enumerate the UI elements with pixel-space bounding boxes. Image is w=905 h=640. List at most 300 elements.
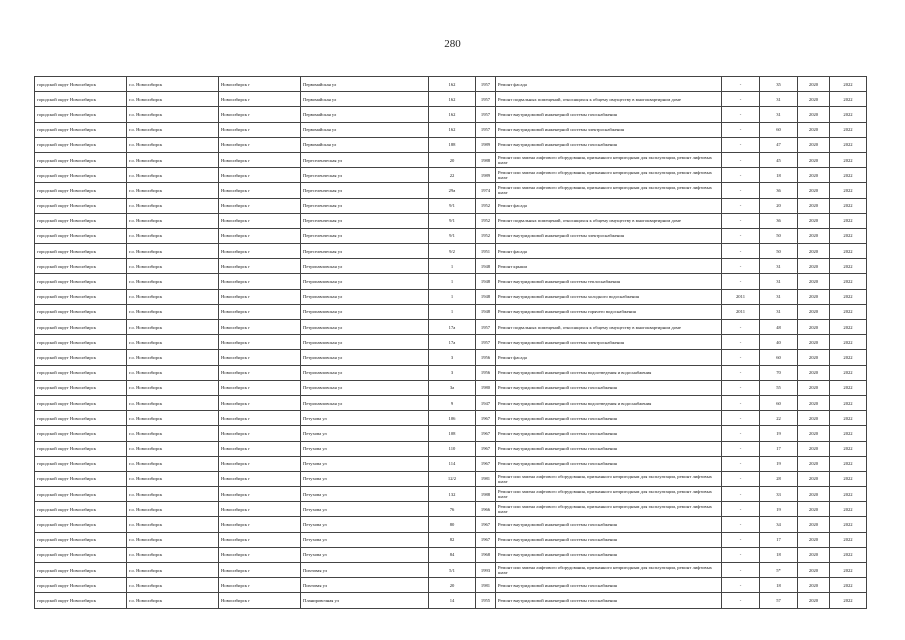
municipality-cell: городской округ Новосибирск bbox=[35, 228, 127, 243]
plan-start-cell: 2020 bbox=[798, 578, 830, 593]
municipality-cell: городской округ Новосибирск bbox=[35, 122, 127, 137]
municipality-cell: городской округ Новосибирск bbox=[35, 441, 127, 456]
table-row bbox=[35, 152, 867, 167]
wear-cell: 31 bbox=[760, 274, 798, 289]
house-number-cell: 1 bbox=[429, 304, 476, 319]
municipality-cell: городской округ Новосибирск bbox=[35, 92, 127, 107]
build-year-cell: 1957 bbox=[476, 92, 496, 107]
house-number-cell: 162 bbox=[429, 107, 476, 122]
plan-end-cell: 2022 bbox=[830, 411, 867, 426]
table-row bbox=[35, 259, 867, 274]
wear-cell: 36 bbox=[760, 183, 798, 198]
table-row bbox=[35, 77, 867, 92]
table-row bbox=[35, 274, 867, 289]
house-number-cell: 17а bbox=[429, 320, 476, 335]
district-cell: г.о. Новосибирск bbox=[127, 213, 219, 228]
house-number-cell: 9/2 bbox=[429, 244, 476, 259]
last-repair-year-cell: - bbox=[722, 547, 760, 562]
wear-cell: 40 bbox=[760, 335, 798, 350]
city-cell: Новосибирск г bbox=[219, 122, 301, 137]
last-repair-year-cell: - bbox=[722, 168, 760, 183]
district-cell: г.о. Новосибирск bbox=[127, 380, 219, 395]
work-type-cell: Ремонт подвальных помещений, относящихся к общему имуществу в многоквартирном доме bbox=[496, 92, 722, 107]
build-year-cell: 1967 bbox=[476, 411, 496, 426]
table-row bbox=[35, 365, 867, 380]
wear-cell: 57 bbox=[760, 593, 798, 608]
build-year-cell: 1957 bbox=[476, 122, 496, 137]
build-year-cell: 1948 bbox=[476, 274, 496, 289]
wear-cell: 22 bbox=[760, 411, 798, 426]
work-type-cell: Ремонт внутридомовой инженерной системы газоснабжения bbox=[496, 411, 722, 426]
house-number-cell: 3 bbox=[429, 365, 476, 380]
city-cell: Новосибирск г bbox=[219, 502, 301, 517]
table-row bbox=[35, 213, 867, 228]
last-repair-year-cell: - bbox=[722, 471, 760, 486]
wear-cell: 19 bbox=[760, 426, 798, 441]
municipality-cell: городской округ Новосибирск bbox=[35, 563, 127, 578]
plan-end-cell: 2022 bbox=[830, 578, 867, 593]
plan-end-cell: 2022 bbox=[830, 244, 867, 259]
build-year-cell: 1948 bbox=[476, 304, 496, 319]
plan-end-cell: 2022 bbox=[830, 122, 867, 137]
street-cell: Первомайская ул bbox=[301, 92, 429, 107]
municipality-cell: городской округ Новосибирск bbox=[35, 350, 127, 365]
district-cell: г.о. Новосибирск bbox=[127, 198, 219, 213]
table-row bbox=[35, 198, 867, 213]
plan-start-cell: 2020 bbox=[798, 502, 830, 517]
street-cell: Пихтовая ул bbox=[301, 578, 429, 593]
house-number-cell: 162 bbox=[429, 122, 476, 137]
wear-cell: 18 bbox=[760, 547, 798, 562]
city-cell: Новосибирск г bbox=[219, 441, 301, 456]
plan-start-cell: 2020 bbox=[798, 168, 830, 183]
district-cell: г.о. Новосибирск bbox=[127, 244, 219, 259]
house-number-cell: 132 bbox=[429, 487, 476, 502]
city-cell: Новосибирск г bbox=[219, 77, 301, 92]
build-year-cell: 1947 bbox=[476, 395, 496, 410]
city-cell: Новосибирск г bbox=[219, 183, 301, 198]
street-cell: Переселенческая ул bbox=[301, 152, 429, 167]
build-year-cell: 1967 bbox=[476, 456, 496, 471]
house-number-cell: 1 bbox=[429, 274, 476, 289]
plan-end-cell: 2022 bbox=[830, 547, 867, 562]
city-cell: Новосибирск г bbox=[219, 487, 301, 502]
table-row bbox=[35, 107, 867, 122]
build-year-cell: 1948 bbox=[476, 289, 496, 304]
district-cell: г.о. Новосибирск bbox=[127, 395, 219, 410]
work-type-cell: Ремонт внутридомовой инженерной системы газоснабжения bbox=[496, 532, 722, 547]
house-number-cell: 76 bbox=[429, 502, 476, 517]
last-repair-year-cell: - bbox=[722, 411, 760, 426]
municipality-cell: городской округ Новосибирск bbox=[35, 320, 127, 335]
district-cell: г.о. Новосибирск bbox=[127, 517, 219, 532]
street-cell: Петухова ул bbox=[301, 471, 429, 486]
plan-start-cell: 2020 bbox=[798, 259, 830, 274]
table-row bbox=[35, 547, 867, 562]
house-number-cell: 5/1 bbox=[429, 563, 476, 578]
municipality-cell: городской округ Новосибирск bbox=[35, 502, 127, 517]
table-row bbox=[35, 320, 867, 335]
wear-cell: 55 bbox=[760, 380, 798, 395]
municipality-cell: городской округ Новосибирск bbox=[35, 395, 127, 410]
plan-start-cell: 2020 bbox=[798, 426, 830, 441]
house-number-cell: 12/2 bbox=[429, 471, 476, 486]
district-cell: г.о. Новосибирск bbox=[127, 137, 219, 152]
house-number-cell: 80 bbox=[429, 517, 476, 532]
build-year-cell: 1948 bbox=[476, 259, 496, 274]
street-cell: Петухова ул bbox=[301, 532, 429, 547]
city-cell: Новосибирск г bbox=[219, 593, 301, 608]
build-year-cell: 1988 bbox=[476, 152, 496, 167]
street-cell: Переселенческая ул bbox=[301, 198, 429, 213]
last-repair-year-cell: - bbox=[722, 563, 760, 578]
work-type-cell: Ремонт внутридомовой инженерной системы электроснабжения bbox=[496, 122, 722, 137]
street-cell: Петропавловская ул bbox=[301, 320, 429, 335]
table-row bbox=[35, 289, 867, 304]
municipality-cell: городской округ Новосибирск bbox=[35, 244, 127, 259]
work-type-cell: Ремонт внутридомовой инженерной системы электроснабжения bbox=[496, 228, 722, 243]
plan-start-cell: 2020 bbox=[798, 304, 830, 319]
plan-start-cell: 2020 bbox=[798, 289, 830, 304]
table-row bbox=[35, 92, 867, 107]
table-row bbox=[35, 532, 867, 547]
last-repair-year-cell: - bbox=[722, 92, 760, 107]
municipality-cell: городской округ Новосибирск bbox=[35, 380, 127, 395]
last-repair-year-cell: - bbox=[722, 77, 760, 92]
house-number-cell: 110 bbox=[429, 441, 476, 456]
municipality-cell: городской округ Новосибирск bbox=[35, 411, 127, 426]
last-repair-year-cell: - bbox=[722, 152, 760, 167]
district-cell: г.о. Новосибирск bbox=[127, 365, 219, 380]
street-cell: Петропавловская ул bbox=[301, 380, 429, 395]
district-cell: г.о. Новосибирск bbox=[127, 304, 219, 319]
last-repair-year-cell: - bbox=[722, 502, 760, 517]
work-type-cell: Ремонт подвальных помещений, относящихся к общему имуществу в многоквартирном доме bbox=[496, 213, 722, 228]
plan-start-cell: 2020 bbox=[798, 320, 830, 335]
plan-end-cell: 2022 bbox=[830, 441, 867, 456]
city-cell: Новосибирск г bbox=[219, 320, 301, 335]
plan-start-cell: 2020 bbox=[798, 92, 830, 107]
plan-end-cell: 2022 bbox=[830, 137, 867, 152]
build-year-cell: 1957 bbox=[476, 320, 496, 335]
plan-end-cell: 2022 bbox=[830, 152, 867, 167]
wear-cell: 18 bbox=[760, 578, 798, 593]
street-cell: Петухова ул bbox=[301, 456, 429, 471]
plan-end-cell: 2022 bbox=[830, 274, 867, 289]
plan-start-cell: 2020 bbox=[798, 517, 830, 532]
district-cell: г.о. Новосибирск bbox=[127, 92, 219, 107]
district-cell: г.о. Новосибирск bbox=[127, 487, 219, 502]
last-repair-year-cell: - bbox=[722, 274, 760, 289]
wear-cell: 33 bbox=[760, 487, 798, 502]
street-cell: Петропавловская ул bbox=[301, 289, 429, 304]
house-number-cell: 9/1 bbox=[429, 213, 476, 228]
district-cell: г.о. Новосибирск bbox=[127, 122, 219, 137]
street-cell: Переселенческая ул bbox=[301, 168, 429, 183]
municipality-cell: городской округ Новосибирск bbox=[35, 198, 127, 213]
last-repair-year-cell: - bbox=[722, 198, 760, 213]
build-year-cell: 1993 bbox=[476, 563, 496, 578]
last-repair-year-cell: - bbox=[722, 365, 760, 380]
plan-end-cell: 2022 bbox=[830, 350, 867, 365]
work-type-cell: Ремонт крыши bbox=[496, 259, 722, 274]
street-cell: Переселенческая ул bbox=[301, 244, 429, 259]
district-cell: г.о. Новосибирск bbox=[127, 183, 219, 198]
district-cell: г.о. Новосибирск bbox=[127, 350, 219, 365]
work-type-cell: Ремонт фасада bbox=[496, 244, 722, 259]
city-cell: Новосибирск г bbox=[219, 259, 301, 274]
build-year-cell: 1951 bbox=[476, 244, 496, 259]
work-type-cell: Ремонт внутридомовой инженерной системы газоснабжения bbox=[496, 137, 722, 152]
municipality-cell: городской округ Новосибирск bbox=[35, 259, 127, 274]
wear-cell: 60 bbox=[760, 350, 798, 365]
city-cell: Новосибирск г bbox=[219, 365, 301, 380]
wear-cell: 50 bbox=[760, 244, 798, 259]
plan-end-cell: 2022 bbox=[830, 532, 867, 547]
street-cell: Петухова ул bbox=[301, 441, 429, 456]
district-cell: г.о. Новосибирск bbox=[127, 532, 219, 547]
house-number-cell: 17а bbox=[429, 335, 476, 350]
plan-end-cell: 2022 bbox=[830, 198, 867, 213]
last-repair-year-cell: - bbox=[722, 456, 760, 471]
street-cell: Первомайская ул bbox=[301, 107, 429, 122]
build-year-cell: 1980 bbox=[476, 380, 496, 395]
table-row bbox=[35, 122, 867, 137]
plan-start-cell: 2020 bbox=[798, 456, 830, 471]
build-year-cell: 1968 bbox=[476, 547, 496, 562]
house-number-cell: 1 bbox=[429, 259, 476, 274]
last-repair-year-cell: - bbox=[722, 380, 760, 395]
city-cell: Новосибирск г bbox=[219, 426, 301, 441]
house-number-cell: 108 bbox=[429, 426, 476, 441]
municipality-cell: городской округ Новосибирск bbox=[35, 593, 127, 608]
work-type-cell: Ремонт или замена лифтового оборудования, признанного непригодным для эксплуатации, ремонт лифтовых шахт bbox=[496, 563, 722, 578]
build-year-cell: 1957 bbox=[476, 77, 496, 92]
work-type-cell: Ремонт фасада bbox=[496, 198, 722, 213]
work-type-cell: Ремонт внутридомовой инженерной системы водоотведения и водоснабжения bbox=[496, 395, 722, 410]
wear-cell: 31 bbox=[760, 107, 798, 122]
build-year-cell: 1967 bbox=[476, 441, 496, 456]
city-cell: Новосибирск г bbox=[219, 137, 301, 152]
street-cell: Петропавловская ул bbox=[301, 395, 429, 410]
house-number-cell: 114 bbox=[429, 456, 476, 471]
wear-cell: 70 bbox=[760, 365, 798, 380]
build-year-cell: 1956 bbox=[476, 365, 496, 380]
city-cell: Новосибирск г bbox=[219, 532, 301, 547]
table-row bbox=[35, 350, 867, 365]
street-cell: Первомайская ул bbox=[301, 122, 429, 137]
last-repair-year-cell: - bbox=[722, 228, 760, 243]
house-number-cell: 162 bbox=[429, 92, 476, 107]
plan-start-cell: 2020 bbox=[798, 152, 830, 167]
plan-end-cell: 2022 bbox=[830, 168, 867, 183]
build-year-cell: 1967 bbox=[476, 426, 496, 441]
last-repair-year-cell: - bbox=[722, 213, 760, 228]
work-type-cell: Ремонт или замена лифтового оборудования, признанного непригодным для эксплуатации, ремонт лифтовых шахт bbox=[496, 487, 722, 502]
city-cell: Новосибирск г bbox=[219, 395, 301, 410]
plan-end-cell: 2022 bbox=[830, 335, 867, 350]
district-cell: г.о. Новосибирск bbox=[127, 456, 219, 471]
build-year-cell: 1952 bbox=[476, 213, 496, 228]
street-cell: Пихтовая ул bbox=[301, 563, 429, 578]
municipality-cell: городской округ Новосибирск bbox=[35, 304, 127, 319]
city-cell: Новосибирск г bbox=[219, 228, 301, 243]
wear-cell: 34 bbox=[760, 517, 798, 532]
build-year-cell: 1974 bbox=[476, 183, 496, 198]
plan-start-cell: 2020 bbox=[798, 183, 830, 198]
district-cell: г.о. Новосибирск bbox=[127, 320, 219, 335]
table-row bbox=[35, 183, 867, 198]
wear-cell: 19 bbox=[760, 502, 798, 517]
street-cell: Петухова ул bbox=[301, 547, 429, 562]
work-type-cell: Ремонт подвальных помещений, относящихся к общему имуществу в многоквартирном доме bbox=[496, 320, 722, 335]
municipality-cell: городской округ Новосибирск bbox=[35, 274, 127, 289]
house-number-cell: 82 bbox=[429, 532, 476, 547]
municipality-cell: городской округ Новосибирск bbox=[35, 183, 127, 198]
house-number-cell: 3а bbox=[429, 380, 476, 395]
municipality-cell: городской округ Новосибирск bbox=[35, 137, 127, 152]
wear-cell: 18 bbox=[760, 168, 798, 183]
municipality-cell: городской округ Новосибирск bbox=[35, 517, 127, 532]
plan-start-cell: 2020 bbox=[798, 335, 830, 350]
page-number: 280 bbox=[444, 38, 461, 50]
last-repair-year-cell: - bbox=[722, 335, 760, 350]
work-type-cell: Ремонт внутридомовой инженерной системы газоснабжения bbox=[496, 547, 722, 562]
district-cell: г.о. Новосибирск bbox=[127, 593, 219, 608]
build-year-cell: 1952 bbox=[476, 198, 496, 213]
plan-start-cell: 2020 bbox=[798, 471, 830, 486]
table-row bbox=[35, 137, 867, 152]
work-type-cell: Ремонт внутридомовой инженерной системы газоснабжения bbox=[496, 517, 722, 532]
plan-end-cell: 2022 bbox=[830, 228, 867, 243]
district-cell: г.о. Новосибирск bbox=[127, 471, 219, 486]
build-year-cell: 1989 bbox=[476, 137, 496, 152]
last-repair-year-cell: - bbox=[722, 487, 760, 502]
plan-start-cell: 2020 bbox=[798, 122, 830, 137]
plan-end-cell: 2022 bbox=[830, 487, 867, 502]
city-cell: Новосибирск г bbox=[219, 335, 301, 350]
city-cell: Новосибирск г bbox=[219, 471, 301, 486]
house-number-cell: 84 bbox=[429, 547, 476, 562]
municipality-cell: городской округ Новосибирск bbox=[35, 487, 127, 502]
last-repair-year-cell: 2011 bbox=[722, 304, 760, 319]
build-year-cell: 1967 bbox=[476, 532, 496, 547]
table-row bbox=[35, 304, 867, 319]
wear-cell: 31 bbox=[760, 304, 798, 319]
work-type-cell: Ремонт или замена лифтового оборудования, признанного непригодным для эксплуатации, ремонт лифтовых шахт bbox=[496, 502, 722, 517]
municipality-cell: городской округ Новосибирск bbox=[35, 168, 127, 183]
plan-end-cell: 2022 bbox=[830, 304, 867, 319]
work-type-cell: Ремонт или замена лифтового оборудования, признанного непригодным для эксплуатации, ремонт лифтовых шахт bbox=[496, 471, 722, 486]
street-cell: Петухова ул bbox=[301, 411, 429, 426]
table-row bbox=[35, 380, 867, 395]
wear-cell: 31 bbox=[760, 259, 798, 274]
work-type-cell: Ремонт внутридомовой инженерной системы горячего водоснабжения bbox=[496, 304, 722, 319]
street-cell: Петухова ул bbox=[301, 502, 429, 517]
plan-start-cell: 2020 bbox=[798, 547, 830, 562]
plan-end-cell: 2022 bbox=[830, 183, 867, 198]
last-repair-year-cell: - bbox=[722, 532, 760, 547]
plan-start-cell: 2020 bbox=[798, 77, 830, 92]
plan-start-cell: 2020 bbox=[798, 532, 830, 547]
municipality-cell: городской округ Новосибирск bbox=[35, 547, 127, 562]
district-cell: г.о. Новосибирск bbox=[127, 426, 219, 441]
municipality-cell: городской округ Новосибирск bbox=[35, 456, 127, 471]
work-type-cell: Ремонт внутридомовой инженерной системы газоснабжения bbox=[496, 380, 722, 395]
city-cell: Новосибирск г bbox=[219, 578, 301, 593]
build-year-cell: 1952 bbox=[476, 228, 496, 243]
district-cell: г.о. Новосибирск bbox=[127, 259, 219, 274]
street-cell: Переселенческая ул bbox=[301, 213, 429, 228]
district-cell: г.о. Новосибирск bbox=[127, 335, 219, 350]
plan-start-cell: 2020 bbox=[798, 487, 830, 502]
work-type-cell: Ремонт фасада bbox=[496, 350, 722, 365]
municipality-cell: городской округ Новосибирск bbox=[35, 532, 127, 547]
plan-start-cell: 2020 bbox=[798, 137, 830, 152]
work-type-cell: Ремонт фасада bbox=[496, 77, 722, 92]
wear-cell: 28 bbox=[760, 471, 798, 486]
house-number-cell: 106 bbox=[429, 411, 476, 426]
street-cell: Петропавловская ул bbox=[301, 350, 429, 365]
plan-end-cell: 2022 bbox=[830, 426, 867, 441]
house-number-cell: 188 bbox=[429, 137, 476, 152]
work-type-cell: Ремонт внутридомовой инженерной системы газоснабжения bbox=[496, 593, 722, 608]
last-repair-year-cell: - bbox=[722, 578, 760, 593]
house-number-cell: 14 bbox=[429, 593, 476, 608]
city-cell: Новосибирск г bbox=[219, 380, 301, 395]
plan-end-cell: 2022 bbox=[830, 213, 867, 228]
city-cell: Новосибирск г bbox=[219, 289, 301, 304]
city-cell: Новосибирск г bbox=[219, 350, 301, 365]
wear-cell: 60 bbox=[760, 122, 798, 137]
wear-cell: 17 bbox=[760, 532, 798, 547]
city-cell: Новосибирск г bbox=[219, 244, 301, 259]
plan-start-cell: 2020 bbox=[798, 395, 830, 410]
street-cell: Петропавловская ул bbox=[301, 335, 429, 350]
plan-end-cell: 2022 bbox=[830, 289, 867, 304]
plan-end-cell: 2022 bbox=[830, 259, 867, 274]
street-cell: Петухова ул bbox=[301, 426, 429, 441]
plan-start-cell: 2020 bbox=[798, 380, 830, 395]
city-cell: Новосибирск г bbox=[219, 517, 301, 532]
work-type-cell: Ремонт внутридомовой инженерной системы газоснабжения bbox=[496, 441, 722, 456]
wear-cell: 31 bbox=[760, 289, 798, 304]
city-cell: Новосибирск г bbox=[219, 168, 301, 183]
work-type-cell: Ремонт или замена лифтового оборудования, признанного непригодным для эксплуатации, ремонт лифтовых шахт bbox=[496, 183, 722, 198]
table-row bbox=[35, 168, 867, 183]
table-row bbox=[35, 471, 867, 486]
district-cell: г.о. Новосибирск bbox=[127, 228, 219, 243]
last-repair-year-cell: - bbox=[722, 183, 760, 198]
table-row bbox=[35, 441, 867, 456]
street-cell: Петухова ул bbox=[301, 517, 429, 532]
plan-end-cell: 2022 bbox=[830, 563, 867, 578]
street-cell: Петухова ул bbox=[301, 487, 429, 502]
build-year-cell: 1981 bbox=[476, 471, 496, 486]
wear-cell: 31 bbox=[760, 92, 798, 107]
plan-end-cell: 2022 bbox=[830, 456, 867, 471]
house-number-cell: 9/1 bbox=[429, 228, 476, 243]
last-repair-year-cell: - bbox=[722, 395, 760, 410]
work-type-cell: Ремонт внутридомовой инженерной системы электроснабжения bbox=[496, 335, 722, 350]
last-repair-year-cell: - bbox=[722, 137, 760, 152]
plan-end-cell: 2022 bbox=[830, 471, 867, 486]
plan-end-cell: 2022 bbox=[830, 517, 867, 532]
plan-start-cell: 2020 bbox=[798, 441, 830, 456]
table-row bbox=[35, 426, 867, 441]
plan-start-cell: 2020 bbox=[798, 198, 830, 213]
street-cell: Петропавловская ул bbox=[301, 259, 429, 274]
